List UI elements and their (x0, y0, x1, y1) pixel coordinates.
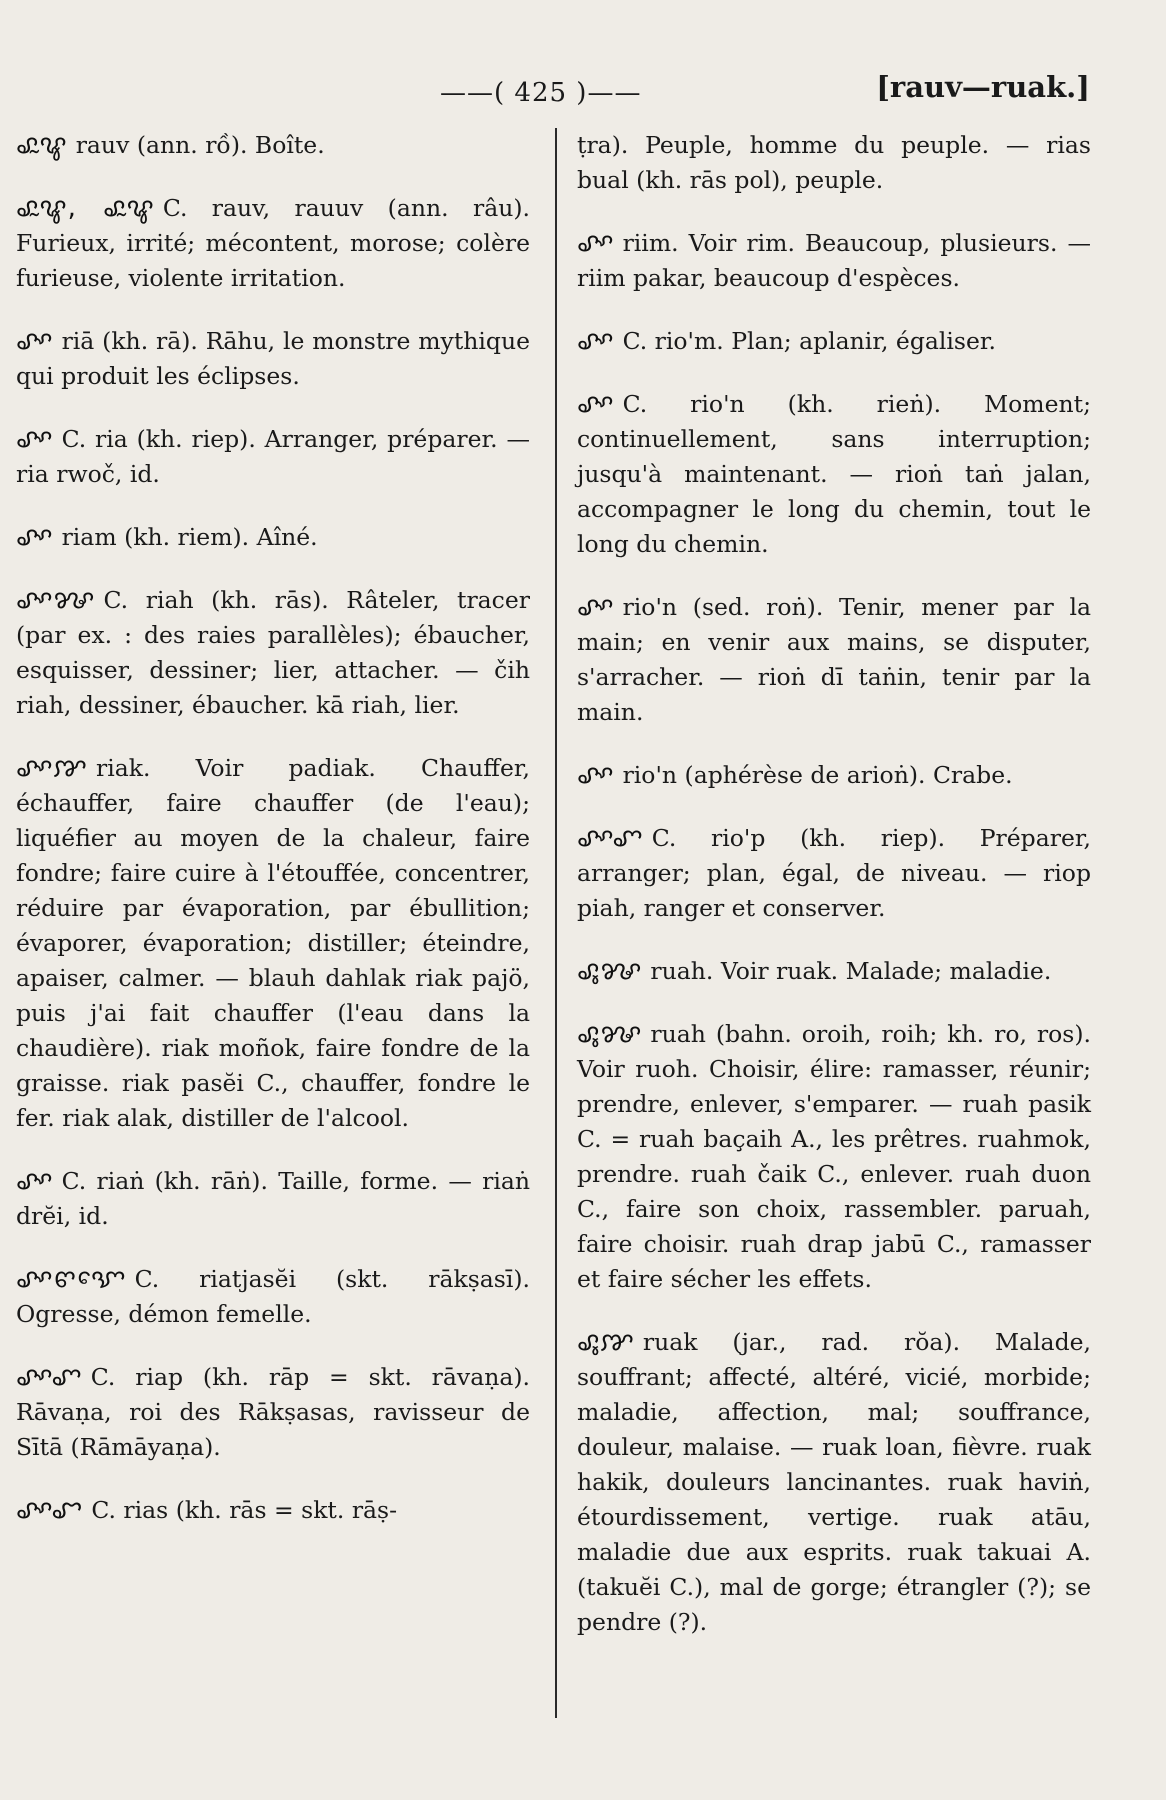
entry-text: riak. Voir padiak. Chauffer, échauffer, faire chauffer (de l'eau); liquéfier au moyen de la chaleur, faire fondre; faire cuire à l'étouffée, concentrer, réduire par évaporation, par ébullition; évaporer, évaporation; distiller; éteindre, apaiser, calmer. — blauh dahlak riak pajö, puis j'ai fait chauffer (l'eau dans la chaudière). riak moñok, faire fondre de la graisse. riak pasĕi C., chauffer, fondre le fer. riak alak, distiller de l'alcool. (16, 754, 530, 1132)
dictionary-entry (16, 1262, 530, 1332)
cham-script-headword: ꨣꨭꨥ (16, 130, 68, 160)
dictionary-entry (577, 1017, 1091, 1297)
dictionary-entry (577, 1325, 1091, 1640)
running-head: [rauv—ruak.] (876, 70, 1090, 104)
dictionary-entry (577, 128, 1091, 198)
dictionary-entry (16, 128, 530, 163)
cham-script-headword: ꨣꨳꨧ (16, 1495, 84, 1525)
entry-text: riim. Voir rim. Beaucoup, plusieurs. — riim pakar, beaucoup d'espèces. (577, 229, 1091, 292)
right-column (577, 128, 1091, 1668)
entry-text: C. riap (kh. rāp = skt. rāvaṇa). Rāvaṇa, roi des Rākṣasas, ravisseur de Sītā (Rāmāyaṇa). (16, 1363, 530, 1461)
dictionary-entry (16, 191, 530, 296)
dictionary-entry (16, 1164, 530, 1234)
cham-script-headword: ꨣꨳ (16, 326, 54, 356)
dictionary-entry (577, 226, 1091, 296)
cham-script-headword: ꨣꨳꨇ (16, 753, 88, 783)
entry-text: C. riah (kh. rās). Râteler, tracer (par ex. : des raies parallèles); ébaucher, esquisser, dessiner; lier, attacher. — čih riah, dessiner, ébaucher. kā riah, lier. (16, 586, 530, 719)
dictionary-entry (16, 751, 530, 1136)
entry-text: riam (kh. riem). Aîné. (61, 523, 318, 551)
entry-text: ruak (jar., rad. rŏa). Malade, souffrant; affecté, altéré, vicié, morbide; maladie, affection, mal; souffrance, douleur, malaise. — ruak loan, fièvre. ruak hakik, douleurs lancinantes. ruak haviṅ, étourdissement, vertige. ruak atāu, maladie due aux esprits. ruak takuai A. (takuĕi C.), mal de gorge; étrangler (?); se pendre (?). (577, 1328, 1091, 1636)
cham-script-headword: ꨣꨶꨇ (577, 1327, 635, 1357)
cham-script-headword: ꨣꨳ (16, 522, 54, 552)
cham-script-headword: ꨣꨳ (577, 389, 615, 419)
entry-text: ruah (bahn. oroih, roih; kh. ro, ros). Voir ruoh. Choisir, élire: ramasser, réunir; prendre, enlever, s'emparer. — ruah pasik C. = ruah baçaih A., les prêtres. ruahmok, prendre. ruah čaik C., enlever. ruah duon C., faire son choix, rassembler. paruah, faire choisir. ruah drap jabū C., ramasser et faire sécher les effets. (577, 1020, 1091, 1293)
cham-script-headword: ꨣꨳ (16, 424, 54, 454)
cham-script-headword: ꨣꨭꨥ, ꨣꨭꨥ (16, 193, 155, 223)
entry-text: C. rio'm. Plan; aplanir, égaliser. (622, 327, 996, 355)
entry-text: C. riatjasĕi (skt. rākṣasī). Ogresse, démon femelle. (16, 1265, 530, 1328)
entry-text: ruah. Voir ruak. Malade; maladie. (650, 957, 1052, 985)
page-header (0, 68, 1166, 118)
cham-script-headword: ꨣꨳꨚ (577, 823, 644, 853)
cham-script-headword: ꨣꨳꨚ (16, 1362, 83, 1392)
entry-text: rio'n (sed. roṅ). Tenir, mener par la main; en venir aux mains, se disputer, s'arracher. — rioṅ dī taṅin, tenir par la main. (577, 593, 1091, 726)
cham-script-headword: ꨣꨶꨍ (577, 956, 643, 986)
entry-text: riā (kh. rā). Rāhu, le monstre mythique qui produit les éclipses. (16, 327, 530, 390)
cham-script-headword: ꨣꨳ (577, 326, 615, 356)
entry-text: C. rauv, rauuv (ann. râu). Furieux, irrité; mécontent, morose; colère furieuse, violente irritation. (16, 194, 530, 292)
cham-script-headword: ꨣꨳ (577, 228, 615, 258)
entry-text: rio'n (aphérèse de arioṅ). Crabe. (622, 761, 1013, 789)
dictionary-entry (16, 324, 530, 394)
entry-text: C. rio'n (kh. rieṅ). Moment; continuellement, sans interruption; jusqu'à maintenant. — rioṅ taṅ jalan, accompagner le long du chemin, tout le long du chemin. (577, 390, 1091, 558)
entry-text: ṭra). Peuple, homme du peuple. — rias bual (kh. rās pol), peuple. (577, 131, 1091, 194)
dictionary-entry (577, 954, 1091, 989)
cham-script-headword: ꨣꨳꨍ (16, 585, 96, 615)
dictionary-entry (577, 387, 1091, 562)
cham-script-headword: ꨣꨳꨓꨎꨯ (16, 1264, 127, 1294)
entry-text: C. riaṅ (kh. rāṅ). Taille, forme. — riaṅ drĕi, id. (16, 1167, 530, 1230)
entry-text: C. ria (kh. riep). Arranger, préparer. — ria rwoč, id. (16, 425, 530, 488)
page-number: ——( 425 )—— (440, 78, 642, 108)
dictionary-entry (577, 758, 1091, 793)
entry-text: C. rio'p (kh. riep). Préparer, arranger; plan, égal, de niveau. — riop piah, ranger et conserver. (577, 824, 1091, 922)
dictionary-entry (16, 520, 530, 555)
entry-text: rauv (ann. rồ). Boîte. (75, 131, 325, 159)
dictionary-entry (16, 583, 530, 723)
dictionary-entry (16, 422, 530, 492)
dictionary-entry (577, 590, 1091, 730)
dictionary-entry (577, 821, 1091, 926)
entry-text: C. rias (kh. rās = skt. rāṣ- (91, 1496, 398, 1524)
cham-script-headword: ꨣꨳ (16, 1166, 54, 1196)
cham-script-headword: ꨣꨳ (577, 592, 615, 622)
dictionary-entry (16, 1493, 530, 1528)
dictionary-entry (577, 324, 1091, 359)
column-divider (555, 128, 557, 1718)
cham-script-headword: ꨣꨶꨍ (577, 1019, 643, 1049)
cham-script-headword: ꨣꨳ (577, 760, 615, 790)
left-column (16, 128, 530, 1556)
dictionary-entry (16, 1360, 530, 1465)
